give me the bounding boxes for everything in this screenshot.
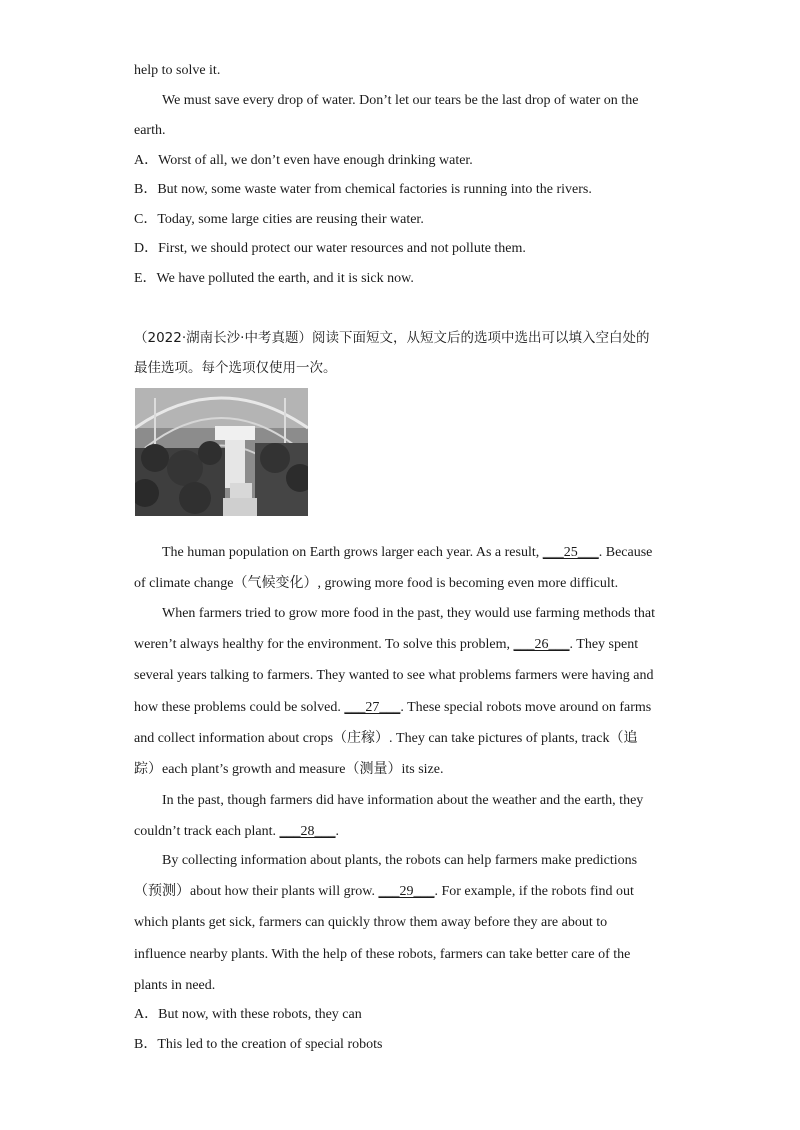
passage-line: plants in need.	[134, 978, 216, 993]
option-d: D．First, we should protect our water resources and not pollute them.	[134, 241, 526, 256]
option-e: E．We have polluted the earth, and it is sick now.	[134, 271, 414, 286]
blank-25: ___25___	[542, 545, 599, 560]
passage-line: several years talking to farmers. They wanted to see what problems farmers were having and	[134, 668, 654, 683]
option-a: A．Worst of all, we don’t even have enough drinking water.	[134, 153, 473, 168]
option-b: B．But now, some waste water from chemical factories is running into the rivers.	[134, 182, 592, 197]
greenhouse-robot-photo	[135, 388, 308, 516]
blank-29: ___29___	[378, 884, 435, 899]
option-a: A．But now, with these robots, they can	[134, 1007, 362, 1022]
passage-line: By collecting information about plants, the robots can help farmers make predictions	[162, 853, 638, 868]
question-header: 最佳选项。每个选项仅使用一次。	[134, 360, 337, 376]
passage-line: The human population on Earth grows larger each year. As a result, ___25___. Because	[162, 545, 653, 560]
option-c: C．Today, some large cities are reusing their water.	[134, 212, 424, 227]
text-line: earth.	[134, 123, 166, 138]
passage-line: weren’t always healthy for the environment. To solve this problem, ___26___. They spent	[134, 637, 639, 652]
passage-line: how these problems could be solved. ___27___. These special robots move around on farms	[134, 700, 652, 715]
passage-line: and collect information about crops（庄稼）. They can take pictures of plants, track（追	[134, 731, 638, 746]
passage-line: （预测）about how their plants will grow. ___29___. For example, if the robots find out	[134, 884, 634, 899]
option-b: B．This led to the creation of special robots	[134, 1037, 383, 1052]
question-header: （2022·湖南长沙·中考真题）阅读下面短文，从短文后的选项中选出可以填入空白处的	[134, 330, 650, 346]
passage-line: of climate change（气候变化）, growing more food is becoming even more difficult.	[134, 576, 619, 591]
passage-line: couldn’t track each plant. ___28___.	[134, 824, 340, 839]
blank-27: ___27___	[344, 700, 401, 715]
passage-line: influence nearby plants. With the help of these robots, farmers can take better care of the	[134, 947, 631, 962]
passage-line: When farmers tried to grow more food in the past, they would use farming methods that	[162, 606, 655, 621]
blank-28: ___28___	[279, 824, 336, 839]
text-line: We must save every drop of water. Don’t let our tears be the last drop of water on the	[162, 93, 639, 108]
passage-line: In the past, though farmers did have information about the weather and the earth, they	[162, 793, 644, 808]
text-line: help to solve it.	[134, 63, 221, 78]
blank-26: ___26___	[513, 637, 570, 652]
passage-line: 踪）each plant’s growth and measure（测量）its size.	[134, 762, 444, 777]
passage-line: which plants get sick, farmers can quickly throw them away before they are about to	[134, 915, 608, 930]
